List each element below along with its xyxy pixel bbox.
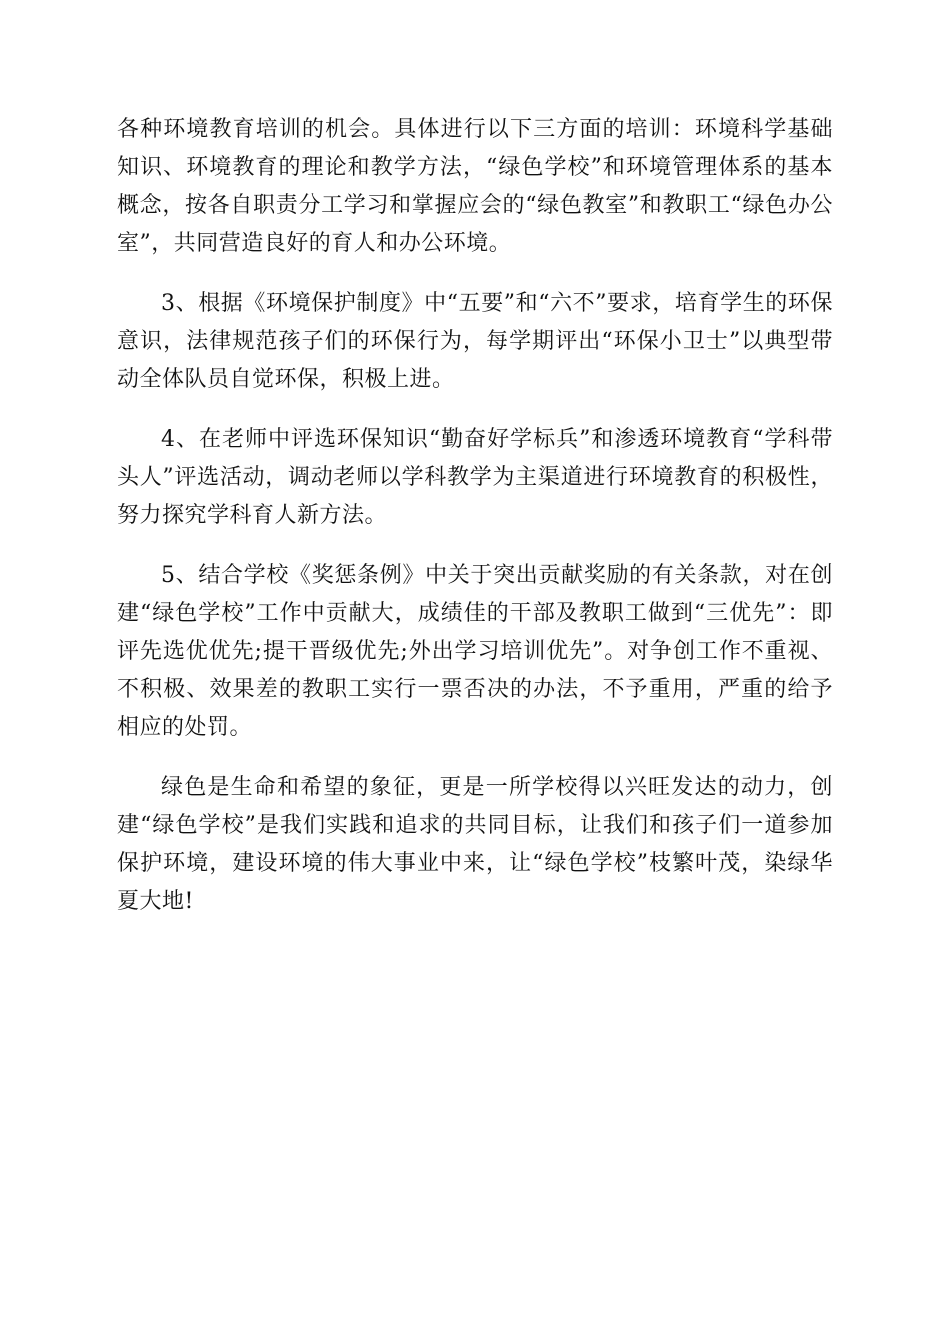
- paragraph-item-3: 3、根据《环境保护制度》中“五要”和“六不”要求，培育学生的环保意识，法律规范孩子们的环保行为，每学期评出“环保小卫士”以典型带动全体队员自觉环保，积极上进。: [117, 291, 833, 392]
- paragraph-item-4: 4、在老师中评选环保知识“勤奋好学标兵”和渗透环境教育“学科带头人”评选活动，调动老师以学科教学为主渠道进行环境教育的积极性，努力探究学科育人新方法。: [117, 427, 833, 528]
- paragraph-training-continued: 各种环境教育培训的机会。具体进行以下三方面的培训：环境科学基础知识、环境教育的理论和教学方法，“绿色学校”和环境管理体系的基本概念，按各自职责分工学习和掌握应会的“绿色教室”和教职工“绿色办公室”，共同营造良好的育人和办公环境。: [117, 117, 833, 256]
- document-body: [117, 111, 833, 943]
- paragraph-conclusion: 绿色是生命和希望的象征，更是一所学校得以兴旺发达的动力，创建“绿色学校”是我们实践和追求的共同目标，让我们和孩子们一道参加保护环境，建设环境的伟大事业中来，让“绿色学校”枝繁叶茂，染绿华夏大地!: [117, 775, 833, 914]
- paragraph-item-5: 5、结合学校《奖惩条例》中关于突出贡献奖励的有关条款，对在创建“绿色学校”工作中贡献大，成绩佳的干部及教职工做到“三优先”：即评先选优优先;提干晋级优先;外出学习培训优先”。对争创工作不重视、不积极、效果差的教职工实行一票否决的办法，不予重用，严重的给予相应的处罚。: [117, 563, 833, 740]
